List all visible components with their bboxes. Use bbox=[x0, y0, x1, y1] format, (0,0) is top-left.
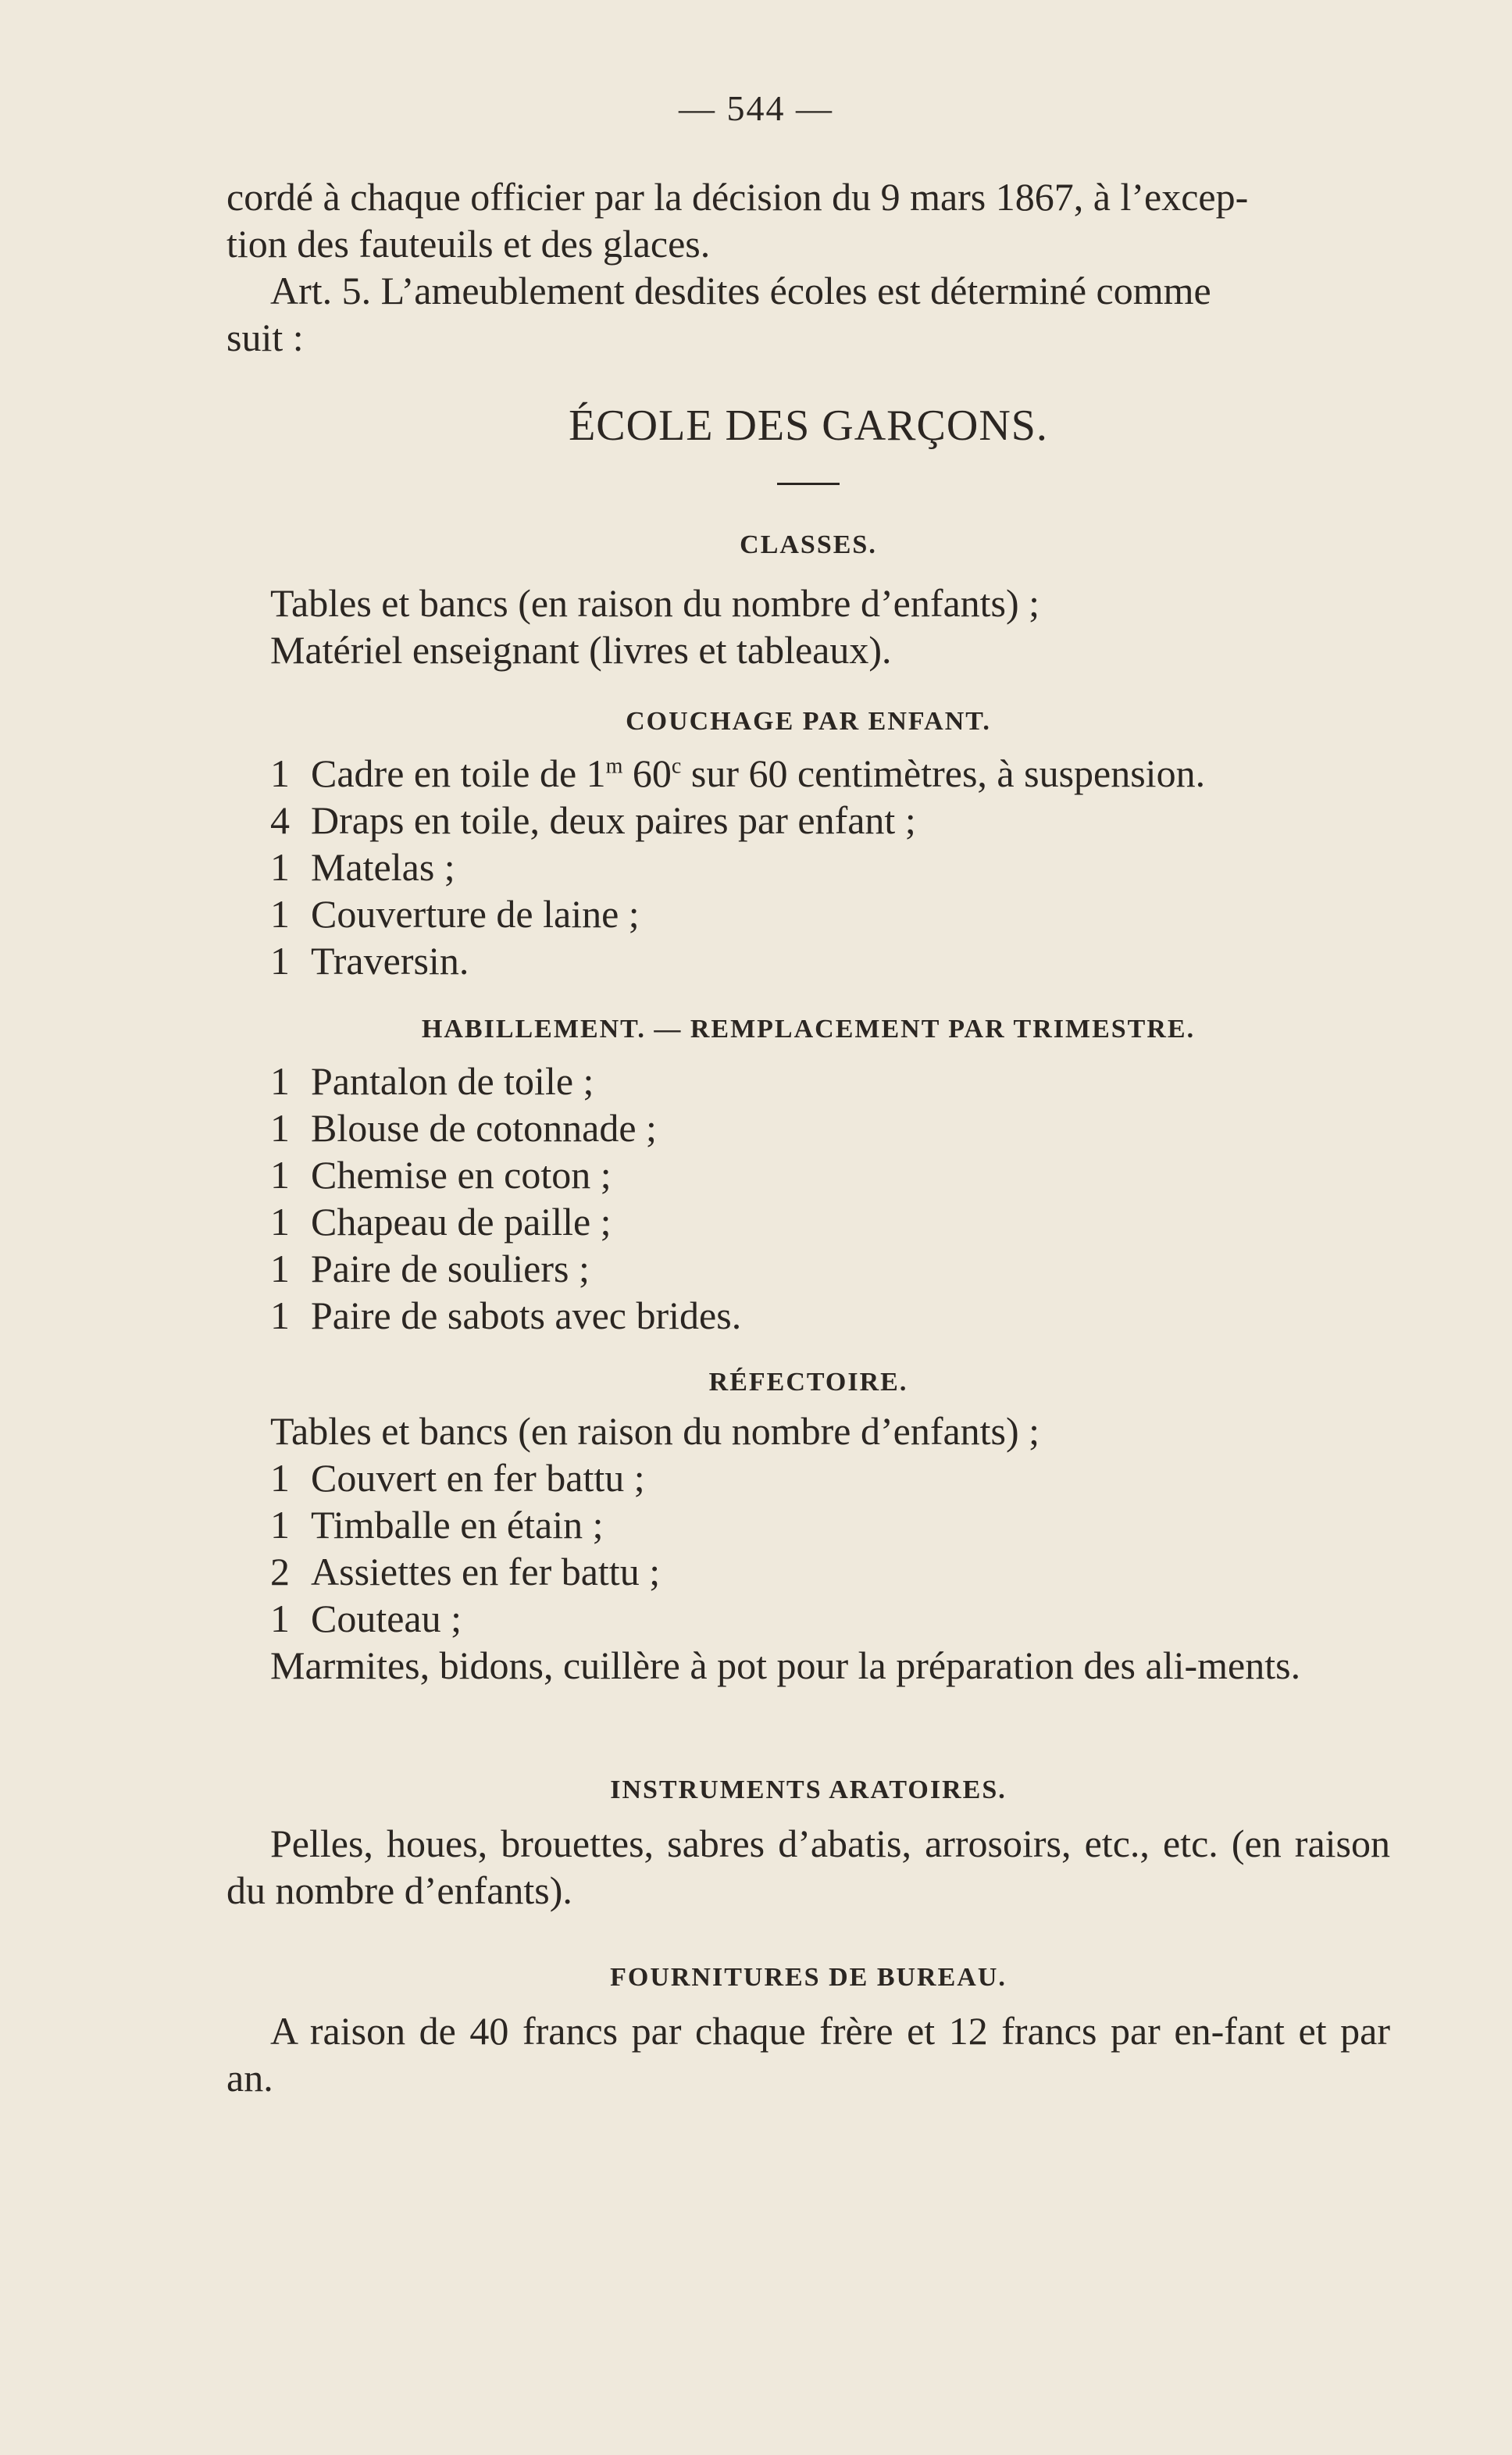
refectoire-heading: RÉFECTOIRE. bbox=[708, 1368, 908, 1397]
item-text: Matelas ; bbox=[311, 845, 455, 889]
title-rule bbox=[226, 483, 1390, 485]
list-item bbox=[270, 1151, 1434, 1198]
list-item: Matériel enseignant (livres et tableaux). bbox=[270, 628, 892, 672]
refectoire-list bbox=[226, 1408, 1434, 1689]
item-text: Couvert en fer battu ; bbox=[311, 1456, 645, 1500]
unit-superscript: m bbox=[605, 754, 623, 779]
instruments-heading: INSTRUMENTS ARATOIRES. bbox=[610, 1775, 1007, 1804]
list-item bbox=[270, 1454, 1434, 1501]
item-quantity: 1 bbox=[270, 1456, 290, 1500]
item-quantity: 1 bbox=[270, 1200, 290, 1244]
intro-line: suit : bbox=[226, 316, 304, 359]
item-text: Couteau ; bbox=[311, 1597, 462, 1640]
list-item bbox=[270, 1104, 1434, 1151]
intro-paragraph bbox=[226, 173, 1390, 361]
item-text: sur 60 centimètres, à suspension. bbox=[681, 751, 1206, 795]
item-text: Assiettes en fer battu ; bbox=[311, 1550, 661, 1593]
item-text: Traversin. bbox=[311, 939, 469, 983]
unit-superscript: c bbox=[671, 754, 682, 779]
item-quantity: 1 bbox=[270, 751, 290, 795]
item-text: Draps en toile, deux paires par enfant ; bbox=[311, 798, 916, 842]
habillement-heading: HABILLEMENT. — REMPLACEMENT PAR TRIMESTRE. bbox=[421, 1015, 1196, 1044]
article-5-line: Art. 5. L’ameublement desdites écoles est déterminé comme bbox=[270, 269, 1211, 312]
classes-list bbox=[226, 580, 1434, 673]
item-quantity: 4 bbox=[270, 798, 290, 842]
list-item: Marmites, bidons, cuillère à pot pour la préparation des ali-ments. bbox=[270, 1643, 1301, 1687]
couchage-list bbox=[226, 750, 1434, 984]
list-item: Tables et bancs (en raison du nombre d’enfants) ; bbox=[270, 581, 1040, 625]
instruments-paragraph: Pelles, houes, brouettes, sabres d’abatis, arrosoirs, etc., etc. (en raison du nombre d’enfants). bbox=[226, 1822, 1390, 1912]
item-quantity: 2 bbox=[270, 1550, 290, 1593]
item-text: Paire de sabots avec brides. bbox=[311, 1294, 742, 1337]
list-item bbox=[270, 797, 1434, 844]
list-item bbox=[270, 1595, 1434, 1642]
intro-line: cordé à chaque officier par la décision du 9 mars 1867, à l’excep- bbox=[226, 175, 1249, 219]
list-item bbox=[270, 1548, 1434, 1595]
list-item bbox=[270, 937, 1434, 984]
list-item bbox=[270, 844, 1434, 890]
item-quantity: 1 bbox=[270, 1247, 290, 1290]
item-quantity: 1 bbox=[270, 1059, 290, 1103]
item-text: 60 bbox=[622, 751, 672, 795]
item-text: Timballe en étain ; bbox=[311, 1503, 604, 1547]
habillement-list bbox=[226, 1058, 1434, 1339]
list-item bbox=[270, 1198, 1434, 1245]
item-text: Chapeau de paille ; bbox=[311, 1200, 612, 1244]
item-text: Paire de souliers ; bbox=[311, 1247, 590, 1290]
item-quantity: 1 bbox=[270, 1294, 290, 1337]
list-item bbox=[270, 890, 1434, 937]
couchage-heading: COUCHAGE PAR ENFANT. bbox=[626, 707, 991, 736]
intro-line: tion des fauteuils et des glaces. bbox=[226, 222, 711, 266]
item-quantity: 1 bbox=[270, 845, 290, 889]
page-number: — 544 — bbox=[679, 88, 833, 128]
item-quantity: 1 bbox=[270, 939, 290, 983]
item-quantity: 1 bbox=[270, 1153, 290, 1197]
list-item bbox=[270, 1058, 1434, 1104]
item-text: Blouse de cotonnade ; bbox=[311, 1106, 657, 1150]
fournitures-paragraph: A raison de 40 francs par chaque frère et 12 francs par en-fant et par an. bbox=[226, 2009, 1390, 2100]
item-quantity: 1 bbox=[270, 1106, 290, 1150]
list-item bbox=[270, 1501, 1434, 1548]
item-quantity: 1 bbox=[270, 1597, 290, 1640]
section-title: ÉCOLE DES GARÇONS. bbox=[569, 401, 1048, 450]
list-item bbox=[270, 750, 1434, 797]
list-item bbox=[270, 1245, 1434, 1292]
fournitures-heading: FOURNITURES DE BUREAU. bbox=[610, 1963, 1007, 1992]
item-text: Chemise en coton ; bbox=[311, 1153, 612, 1197]
list-item bbox=[270, 1292, 1434, 1339]
classes-heading: CLASSES. bbox=[740, 530, 877, 559]
item-quantity: 1 bbox=[270, 892, 290, 936]
list-item: Tables et bancs (en raison du nombre d’enfants) ; bbox=[270, 1409, 1040, 1453]
item-text: Couverture de laine ; bbox=[311, 892, 640, 936]
item-quantity: 1 bbox=[270, 1503, 290, 1547]
item-text: Cadre en toile de 1 bbox=[311, 751, 606, 795]
item-text: Pantalon de toile ; bbox=[311, 1059, 594, 1103]
